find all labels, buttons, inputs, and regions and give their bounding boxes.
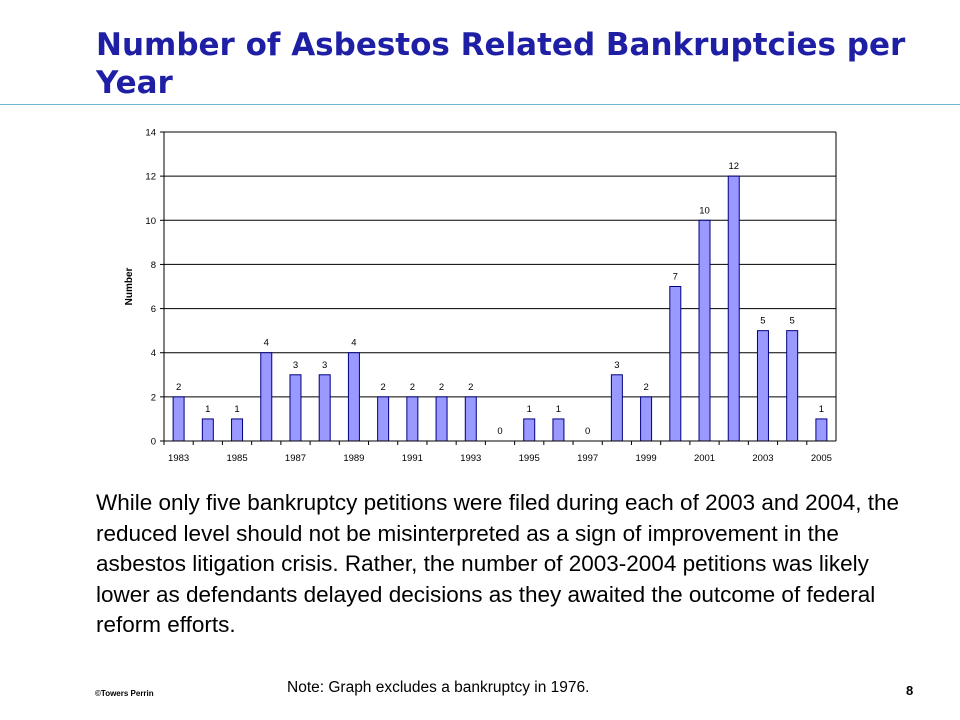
bar	[670, 287, 681, 442]
data-label: 2	[380, 381, 386, 393]
x-tick-label: 1987	[284, 453, 307, 464]
bar	[319, 375, 330, 441]
bar	[553, 419, 564, 441]
slide-title: Number of Asbestos Related Bankruptcies per Year	[96, 27, 906, 101]
bar	[407, 397, 418, 441]
y-tick-label: 4	[150, 348, 156, 360]
y-tick-label: 14	[145, 127, 156, 139]
bar	[348, 353, 359, 441]
body-paragraph: While only five bankruptcy petitions were filed during each of 2003 and 2004, the reduced level should not be misinterpreted as a sign of improvement in the asbestos litigation crisis. Rather, the number of 2003-2004 petitions was likely lower as defendants delayed decisions as they awaited the outcome of federal reform efforts.	[96, 490, 900, 637]
data-label: 3	[322, 359, 328, 371]
x-tick-label: 1999	[635, 453, 657, 464]
data-label: 2	[643, 381, 649, 393]
data-label: 12	[728, 161, 740, 173]
y-tick-label: 2	[150, 392, 156, 404]
data-label: 1	[555, 403, 562, 415]
data-label: 4	[351, 337, 357, 349]
data-label: 7	[672, 271, 678, 283]
footnote: Note: Graph excludes a bankruptcy in 1976.	[287, 679, 590, 696]
data-label: 5	[789, 315, 795, 327]
x-tick-label: 1989	[343, 453, 365, 464]
y-tick-label: 0	[150, 436, 156, 448]
x-tick-label: 2003	[752, 453, 774, 464]
bar	[465, 397, 476, 441]
bar	[728, 176, 739, 441]
bar	[699, 220, 710, 441]
data-label: 4	[263, 337, 269, 349]
data-label: 2	[468, 381, 474, 393]
bar	[816, 419, 827, 441]
data-label: 1	[234, 403, 240, 415]
data-label: 1	[818, 403, 825, 415]
copyright-footer: ©Towers Perrin	[95, 689, 154, 698]
bar	[261, 353, 272, 441]
data-label: 3	[292, 359, 299, 371]
data-label: 0	[497, 426, 503, 437]
bar	[611, 375, 622, 441]
bar	[787, 331, 798, 441]
bar	[290, 375, 301, 441]
data-label: 2	[175, 381, 182, 393]
data-label: 5	[760, 315, 766, 327]
y-tick-label: 8	[150, 259, 156, 271]
bar	[641, 397, 652, 441]
data-label: 0	[585, 426, 591, 437]
page-number: 8	[906, 683, 914, 698]
y-axis-label: Number	[124, 267, 135, 306]
data-label: 1	[205, 403, 211, 415]
x-tick-label: 1993	[460, 453, 482, 464]
data-label: 2	[409, 381, 415, 393]
x-tick-label: 1995	[518, 453, 540, 464]
bar	[757, 331, 768, 441]
x-tick-label: 1997	[577, 453, 599, 464]
data-label: 3	[614, 359, 620, 371]
y-tick-label: 12	[145, 171, 156, 183]
bar	[202, 419, 213, 441]
y-tick-label: 10	[145, 215, 156, 227]
x-tick-label: 1983	[168, 453, 190, 464]
x-tick-label: 2005	[810, 453, 832, 464]
data-label: 1	[526, 403, 532, 415]
bar	[232, 419, 243, 441]
bar	[378, 397, 389, 441]
data-label: 10	[699, 205, 710, 217]
bar	[173, 397, 184, 441]
x-tick-label: 1985	[226, 453, 248, 464]
x-tick-label: 1991	[401, 453, 423, 464]
bar	[436, 397, 447, 441]
bar	[524, 419, 535, 441]
y-tick-label: 6	[150, 304, 156, 316]
data-label: 2	[438, 381, 445, 393]
x-tick-label: 2001	[693, 453, 716, 464]
